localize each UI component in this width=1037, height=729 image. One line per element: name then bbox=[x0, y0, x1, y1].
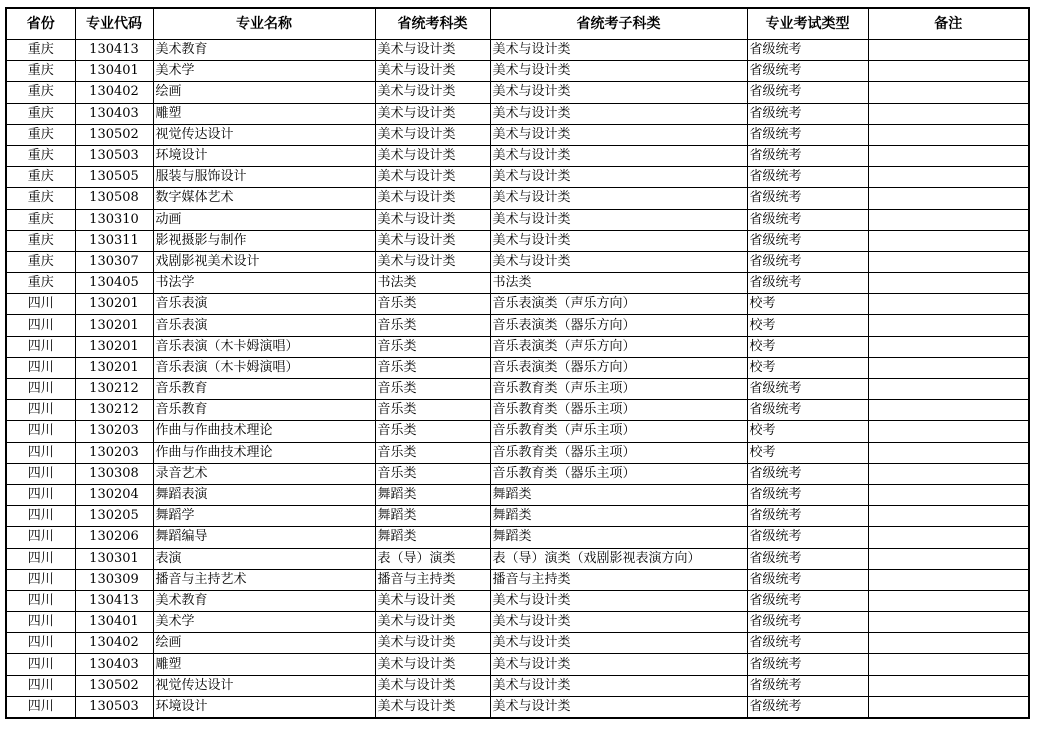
cell-exam-category: 舞蹈类 bbox=[375, 527, 490, 548]
cell-major-code: 130402 bbox=[75, 82, 153, 103]
table-row bbox=[6, 484, 1029, 505]
cell-major-name: 环境设计 bbox=[153, 696, 375, 718]
cell-major-name: 雕塑 bbox=[153, 654, 375, 675]
cell-exam-type: 省级统考 bbox=[747, 484, 868, 505]
table-row bbox=[6, 527, 1029, 548]
cell-exam-subcategory: 舞蹈类 bbox=[490, 484, 747, 505]
cell-remarks bbox=[868, 612, 1029, 633]
cell-exam-type: 省级统考 bbox=[747, 548, 868, 569]
cell-exam-type: 省级统考 bbox=[747, 61, 868, 82]
cell-exam-category: 表（导）演类 bbox=[375, 548, 490, 569]
table-row bbox=[6, 442, 1029, 463]
cell-exam-subcategory: 美术与设计类 bbox=[490, 82, 747, 103]
cell-major-code: 130508 bbox=[75, 188, 153, 209]
cell-remarks bbox=[868, 167, 1029, 188]
cell-major-code: 130505 bbox=[75, 167, 153, 188]
cell-major-code: 130201 bbox=[75, 315, 153, 336]
table-row bbox=[6, 40, 1029, 61]
cell-major-code: 130204 bbox=[75, 484, 153, 505]
cell-exam-type: 校考 bbox=[747, 442, 868, 463]
cell-remarks bbox=[868, 188, 1029, 209]
cell-province: 四川 bbox=[6, 590, 75, 611]
cell-major-name: 动画 bbox=[153, 209, 375, 230]
cell-exam-category: 音乐类 bbox=[375, 315, 490, 336]
table-row bbox=[6, 230, 1029, 251]
cell-major-code: 130405 bbox=[75, 273, 153, 294]
table-row bbox=[6, 696, 1029, 718]
cell-remarks bbox=[868, 442, 1029, 463]
cell-major-name: 舞蹈表演 bbox=[153, 484, 375, 505]
cell-exam-subcategory: 音乐表演类（声乐方向） bbox=[490, 336, 747, 357]
cell-exam-category: 美术与设计类 bbox=[375, 209, 490, 230]
cell-remarks bbox=[868, 675, 1029, 696]
header-major-code: 专业代码 bbox=[75, 8, 153, 40]
cell-remarks bbox=[868, 61, 1029, 82]
cell-exam-subcategory: 音乐表演类（声乐方向） bbox=[490, 294, 747, 315]
cell-major-name: 作曲与作曲技术理论 bbox=[153, 442, 375, 463]
cell-major-name: 播音与主持艺术 bbox=[153, 569, 375, 590]
table-row bbox=[6, 251, 1029, 272]
cell-remarks bbox=[868, 421, 1029, 442]
cell-exam-category: 音乐类 bbox=[375, 294, 490, 315]
cell-major-code: 130503 bbox=[75, 696, 153, 718]
cell-exam-subcategory: 美术与设计类 bbox=[490, 209, 747, 230]
header-exam-category: 省统考科类 bbox=[375, 8, 490, 40]
cell-exam-type: 省级统考 bbox=[747, 506, 868, 527]
cell-major-code: 130205 bbox=[75, 506, 153, 527]
cell-exam-type: 省级统考 bbox=[747, 209, 868, 230]
cell-remarks bbox=[868, 506, 1029, 527]
table-row bbox=[6, 167, 1029, 188]
cell-exam-subcategory: 美术与设计类 bbox=[490, 590, 747, 611]
cell-major-name: 作曲与作曲技术理论 bbox=[153, 421, 375, 442]
cell-province: 重庆 bbox=[6, 40, 75, 61]
cell-exam-subcategory: 音乐表演类（器乐方向） bbox=[490, 357, 747, 378]
cell-exam-category: 音乐类 bbox=[375, 357, 490, 378]
cell-exam-subcategory: 音乐教育类（声乐主项） bbox=[490, 379, 747, 400]
cell-exam-subcategory: 舞蹈类 bbox=[490, 527, 747, 548]
cell-exam-type: 校考 bbox=[747, 357, 868, 378]
cell-exam-subcategory: 音乐教育类（器乐主项） bbox=[490, 400, 747, 421]
cell-province: 重庆 bbox=[6, 82, 75, 103]
table-row bbox=[6, 188, 1029, 209]
table-row bbox=[6, 103, 1029, 124]
cell-exam-type: 省级统考 bbox=[747, 103, 868, 124]
cell-remarks bbox=[868, 696, 1029, 718]
cell-remarks bbox=[868, 40, 1029, 61]
cell-major-code: 130201 bbox=[75, 357, 153, 378]
header-major-name: 专业名称 bbox=[153, 8, 375, 40]
cell-exam-type: 校考 bbox=[747, 315, 868, 336]
table-row bbox=[6, 548, 1029, 569]
table-row bbox=[6, 633, 1029, 654]
cell-exam-category: 美术与设计类 bbox=[375, 145, 490, 166]
cell-major-code: 130403 bbox=[75, 103, 153, 124]
cell-exam-subcategory: 美术与设计类 bbox=[490, 124, 747, 145]
cell-province: 重庆 bbox=[6, 124, 75, 145]
table-row bbox=[6, 421, 1029, 442]
table-row bbox=[6, 675, 1029, 696]
cell-exam-subcategory: 书法类 bbox=[490, 273, 747, 294]
cell-exam-category: 美术与设计类 bbox=[375, 82, 490, 103]
cell-remarks bbox=[868, 590, 1029, 611]
cell-remarks bbox=[868, 82, 1029, 103]
cell-major-name: 舞蹈学 bbox=[153, 506, 375, 527]
cell-major-code: 130308 bbox=[75, 463, 153, 484]
cell-exam-category: 美术与设计类 bbox=[375, 61, 490, 82]
cell-major-name: 影视摄影与制作 bbox=[153, 230, 375, 251]
cell-exam-category: 音乐类 bbox=[375, 442, 490, 463]
cell-exam-type: 省级统考 bbox=[747, 463, 868, 484]
cell-exam-category: 舞蹈类 bbox=[375, 506, 490, 527]
table-row bbox=[6, 145, 1029, 166]
table-row bbox=[6, 463, 1029, 484]
cell-major-name: 视觉传达设计 bbox=[153, 124, 375, 145]
cell-major-code: 130502 bbox=[75, 124, 153, 145]
cell-exam-type: 省级统考 bbox=[747, 569, 868, 590]
cell-exam-subcategory: 美术与设计类 bbox=[490, 61, 747, 82]
cell-major-name: 绘画 bbox=[153, 633, 375, 654]
cell-province: 四川 bbox=[6, 548, 75, 569]
cell-province: 重庆 bbox=[6, 273, 75, 294]
cell-exam-type: 校考 bbox=[747, 294, 868, 315]
cell-exam-subcategory: 音乐教育类（器乐主项） bbox=[490, 442, 747, 463]
cell-exam-subcategory: 美术与设计类 bbox=[490, 696, 747, 718]
cell-exam-category: 播音与主持类 bbox=[375, 569, 490, 590]
cell-major-name: 美术教育 bbox=[153, 40, 375, 61]
table-row bbox=[6, 379, 1029, 400]
cell-exam-type: 省级统考 bbox=[747, 379, 868, 400]
table-body bbox=[6, 40, 1029, 719]
cell-exam-subcategory: 音乐教育类（声乐主项） bbox=[490, 421, 747, 442]
cell-remarks bbox=[868, 315, 1029, 336]
cell-major-name: 雕塑 bbox=[153, 103, 375, 124]
cell-major-code: 130203 bbox=[75, 442, 153, 463]
cell-remarks bbox=[868, 400, 1029, 421]
cell-major-name: 戏剧影视美术设计 bbox=[153, 251, 375, 272]
cell-exam-type: 省级统考 bbox=[747, 612, 868, 633]
cell-major-code: 130310 bbox=[75, 209, 153, 230]
cell-remarks bbox=[868, 209, 1029, 230]
cell-province: 四川 bbox=[6, 696, 75, 718]
table-row bbox=[6, 506, 1029, 527]
cell-province: 四川 bbox=[6, 612, 75, 633]
cell-province: 四川 bbox=[6, 675, 75, 696]
cell-major-code: 130212 bbox=[75, 400, 153, 421]
cell-exam-type: 省级统考 bbox=[747, 633, 868, 654]
cell-province: 四川 bbox=[6, 315, 75, 336]
cell-province: 重庆 bbox=[6, 209, 75, 230]
cell-exam-subcategory: 美术与设计类 bbox=[490, 633, 747, 654]
cell-exam-category: 书法类 bbox=[375, 273, 490, 294]
cell-province: 四川 bbox=[6, 336, 75, 357]
cell-province: 四川 bbox=[6, 400, 75, 421]
header-exam-subcategory: 省统考子科类 bbox=[490, 8, 747, 40]
cell-major-name: 音乐表演（木卡姆演唱） bbox=[153, 336, 375, 357]
cell-province: 重庆 bbox=[6, 167, 75, 188]
cell-exam-category: 美术与设计类 bbox=[375, 40, 490, 61]
cell-exam-type: 省级统考 bbox=[747, 400, 868, 421]
cell-exam-category: 舞蹈类 bbox=[375, 484, 490, 505]
cell-exam-type: 省级统考 bbox=[747, 251, 868, 272]
table-row bbox=[6, 294, 1029, 315]
cell-major-name: 服装与服饰设计 bbox=[153, 167, 375, 188]
cell-major-name: 美术学 bbox=[153, 61, 375, 82]
table-row bbox=[6, 61, 1029, 82]
cell-exam-type: 省级统考 bbox=[747, 696, 868, 718]
cell-exam-subcategory: 美术与设计类 bbox=[490, 251, 747, 272]
cell-exam-subcategory: 舞蹈类 bbox=[490, 506, 747, 527]
cell-exam-type: 省级统考 bbox=[747, 167, 868, 188]
table-row bbox=[6, 209, 1029, 230]
cell-remarks bbox=[868, 379, 1029, 400]
cell-province: 重庆 bbox=[6, 188, 75, 209]
table-row bbox=[6, 612, 1029, 633]
cell-major-code: 130403 bbox=[75, 654, 153, 675]
cell-major-code: 130212 bbox=[75, 379, 153, 400]
cell-major-code: 130503 bbox=[75, 145, 153, 166]
cell-remarks bbox=[868, 463, 1029, 484]
cell-exam-type: 校考 bbox=[747, 336, 868, 357]
cell-exam-category: 音乐类 bbox=[375, 421, 490, 442]
cell-exam-category: 美术与设计类 bbox=[375, 612, 490, 633]
table-row bbox=[6, 400, 1029, 421]
cell-major-name: 舞蹈编导 bbox=[153, 527, 375, 548]
cell-exam-subcategory: 美术与设计类 bbox=[490, 167, 747, 188]
cell-province: 四川 bbox=[6, 506, 75, 527]
cell-exam-category: 美术与设计类 bbox=[375, 230, 490, 251]
cell-exam-category: 音乐类 bbox=[375, 336, 490, 357]
cell-major-name: 音乐表演 bbox=[153, 294, 375, 315]
cell-exam-category: 美术与设计类 bbox=[375, 251, 490, 272]
cell-exam-type: 省级统考 bbox=[747, 40, 868, 61]
cell-province: 重庆 bbox=[6, 251, 75, 272]
cell-major-name: 表演 bbox=[153, 548, 375, 569]
cell-major-name: 书法学 bbox=[153, 273, 375, 294]
cell-exam-category: 美术与设计类 bbox=[375, 124, 490, 145]
table-row bbox=[6, 569, 1029, 590]
cell-exam-subcategory: 美术与设计类 bbox=[490, 40, 747, 61]
cell-province: 重庆 bbox=[6, 145, 75, 166]
cell-province: 四川 bbox=[6, 442, 75, 463]
cell-remarks bbox=[868, 294, 1029, 315]
cell-major-name: 美术学 bbox=[153, 612, 375, 633]
cell-exam-subcategory: 表（导）演类（戏剧影视表演方向） bbox=[490, 548, 747, 569]
cell-major-name: 数字媒体艺术 bbox=[153, 188, 375, 209]
cell-major-code: 130206 bbox=[75, 527, 153, 548]
cell-exam-category: 美术与设计类 bbox=[375, 696, 490, 718]
cell-province: 四川 bbox=[6, 463, 75, 484]
cell-remarks bbox=[868, 103, 1029, 124]
cell-exam-subcategory: 美术与设计类 bbox=[490, 675, 747, 696]
cell-major-name: 视觉传达设计 bbox=[153, 675, 375, 696]
cell-exam-type: 省级统考 bbox=[747, 675, 868, 696]
cell-exam-type: 校考 bbox=[747, 421, 868, 442]
cell-exam-subcategory: 音乐表演类（器乐方向） bbox=[490, 315, 747, 336]
table-row bbox=[6, 590, 1029, 611]
cell-province: 四川 bbox=[6, 294, 75, 315]
cell-major-code: 130401 bbox=[75, 612, 153, 633]
header-row bbox=[6, 8, 1029, 40]
cell-exam-category: 音乐类 bbox=[375, 379, 490, 400]
cell-exam-type: 省级统考 bbox=[747, 145, 868, 166]
cell-exam-category: 美术与设计类 bbox=[375, 167, 490, 188]
cell-major-code: 130307 bbox=[75, 251, 153, 272]
cell-exam-category: 音乐类 bbox=[375, 400, 490, 421]
major-table bbox=[5, 7, 1030, 719]
cell-province: 四川 bbox=[6, 379, 75, 400]
cell-major-code: 130402 bbox=[75, 633, 153, 654]
cell-major-code: 130309 bbox=[75, 569, 153, 590]
table-row bbox=[6, 273, 1029, 294]
cell-exam-type: 省级统考 bbox=[747, 188, 868, 209]
cell-exam-category: 美术与设计类 bbox=[375, 188, 490, 209]
cell-province: 四川 bbox=[6, 484, 75, 505]
cell-exam-category: 美术与设计类 bbox=[375, 675, 490, 696]
cell-major-code: 130203 bbox=[75, 421, 153, 442]
cell-remarks bbox=[868, 484, 1029, 505]
table-row bbox=[6, 654, 1029, 675]
cell-exam-type: 省级统考 bbox=[747, 273, 868, 294]
cell-major-code: 130413 bbox=[75, 590, 153, 611]
header-province: 省份 bbox=[6, 8, 75, 40]
header-exam-type: 专业考试类型 bbox=[747, 8, 868, 40]
cell-remarks bbox=[868, 548, 1029, 569]
cell-major-code: 130201 bbox=[75, 294, 153, 315]
table-row bbox=[6, 124, 1029, 145]
cell-exam-subcategory: 美术与设计类 bbox=[490, 145, 747, 166]
table-row bbox=[6, 82, 1029, 103]
cell-major-code: 130301 bbox=[75, 548, 153, 569]
cell-exam-type: 省级统考 bbox=[747, 82, 868, 103]
cell-remarks bbox=[868, 230, 1029, 251]
cell-major-name: 音乐教育 bbox=[153, 400, 375, 421]
cell-major-code: 130502 bbox=[75, 675, 153, 696]
cell-major-name: 音乐表演（木卡姆演唱） bbox=[153, 357, 375, 378]
cell-major-name: 音乐教育 bbox=[153, 379, 375, 400]
cell-remarks bbox=[868, 633, 1029, 654]
cell-exam-type: 省级统考 bbox=[747, 590, 868, 611]
cell-exam-category: 美术与设计类 bbox=[375, 654, 490, 675]
cell-major-code: 130201 bbox=[75, 336, 153, 357]
table-row bbox=[6, 336, 1029, 357]
cell-remarks bbox=[868, 124, 1029, 145]
header-remarks: 备注 bbox=[868, 8, 1029, 40]
cell-exam-category: 美术与设计类 bbox=[375, 103, 490, 124]
table-row bbox=[6, 357, 1029, 378]
cell-province: 四川 bbox=[6, 633, 75, 654]
cell-exam-subcategory: 美术与设计类 bbox=[490, 188, 747, 209]
cell-exam-subcategory: 音乐教育类（器乐主项） bbox=[490, 463, 747, 484]
cell-remarks bbox=[868, 357, 1029, 378]
cell-exam-subcategory: 美术与设计类 bbox=[490, 612, 747, 633]
cell-exam-category: 美术与设计类 bbox=[375, 633, 490, 654]
cell-remarks bbox=[868, 145, 1029, 166]
cell-exam-category: 音乐类 bbox=[375, 463, 490, 484]
cell-exam-type: 省级统考 bbox=[747, 527, 868, 548]
cell-remarks bbox=[868, 273, 1029, 294]
cell-province: 重庆 bbox=[6, 230, 75, 251]
cell-exam-category: 美术与设计类 bbox=[375, 590, 490, 611]
cell-remarks bbox=[868, 654, 1029, 675]
cell-exam-subcategory: 播音与主持类 bbox=[490, 569, 747, 590]
cell-major-name: 录音艺术 bbox=[153, 463, 375, 484]
cell-province: 重庆 bbox=[6, 61, 75, 82]
cell-major-name: 音乐表演 bbox=[153, 315, 375, 336]
cell-major-code: 130401 bbox=[75, 61, 153, 82]
cell-province: 重庆 bbox=[6, 103, 75, 124]
cell-province: 四川 bbox=[6, 357, 75, 378]
cell-exam-subcategory: 美术与设计类 bbox=[490, 103, 747, 124]
cell-province: 四川 bbox=[6, 527, 75, 548]
cell-province: 四川 bbox=[6, 569, 75, 590]
cell-remarks bbox=[868, 336, 1029, 357]
cell-major-name: 环境设计 bbox=[153, 145, 375, 166]
cell-remarks bbox=[868, 251, 1029, 272]
cell-remarks bbox=[868, 527, 1029, 548]
cell-exam-subcategory: 美术与设计类 bbox=[490, 654, 747, 675]
cell-exam-subcategory: 美术与设计类 bbox=[490, 230, 747, 251]
cell-exam-type: 省级统考 bbox=[747, 654, 868, 675]
cell-province: 四川 bbox=[6, 421, 75, 442]
cell-major-name: 绘画 bbox=[153, 82, 375, 103]
cell-major-code: 130311 bbox=[75, 230, 153, 251]
cell-exam-type: 省级统考 bbox=[747, 230, 868, 251]
cell-remarks bbox=[868, 569, 1029, 590]
cell-province: 四川 bbox=[6, 654, 75, 675]
cell-major-code: 130413 bbox=[75, 40, 153, 61]
table-row bbox=[6, 315, 1029, 336]
cell-exam-type: 省级统考 bbox=[747, 124, 868, 145]
cell-major-name: 美术教育 bbox=[153, 590, 375, 611]
